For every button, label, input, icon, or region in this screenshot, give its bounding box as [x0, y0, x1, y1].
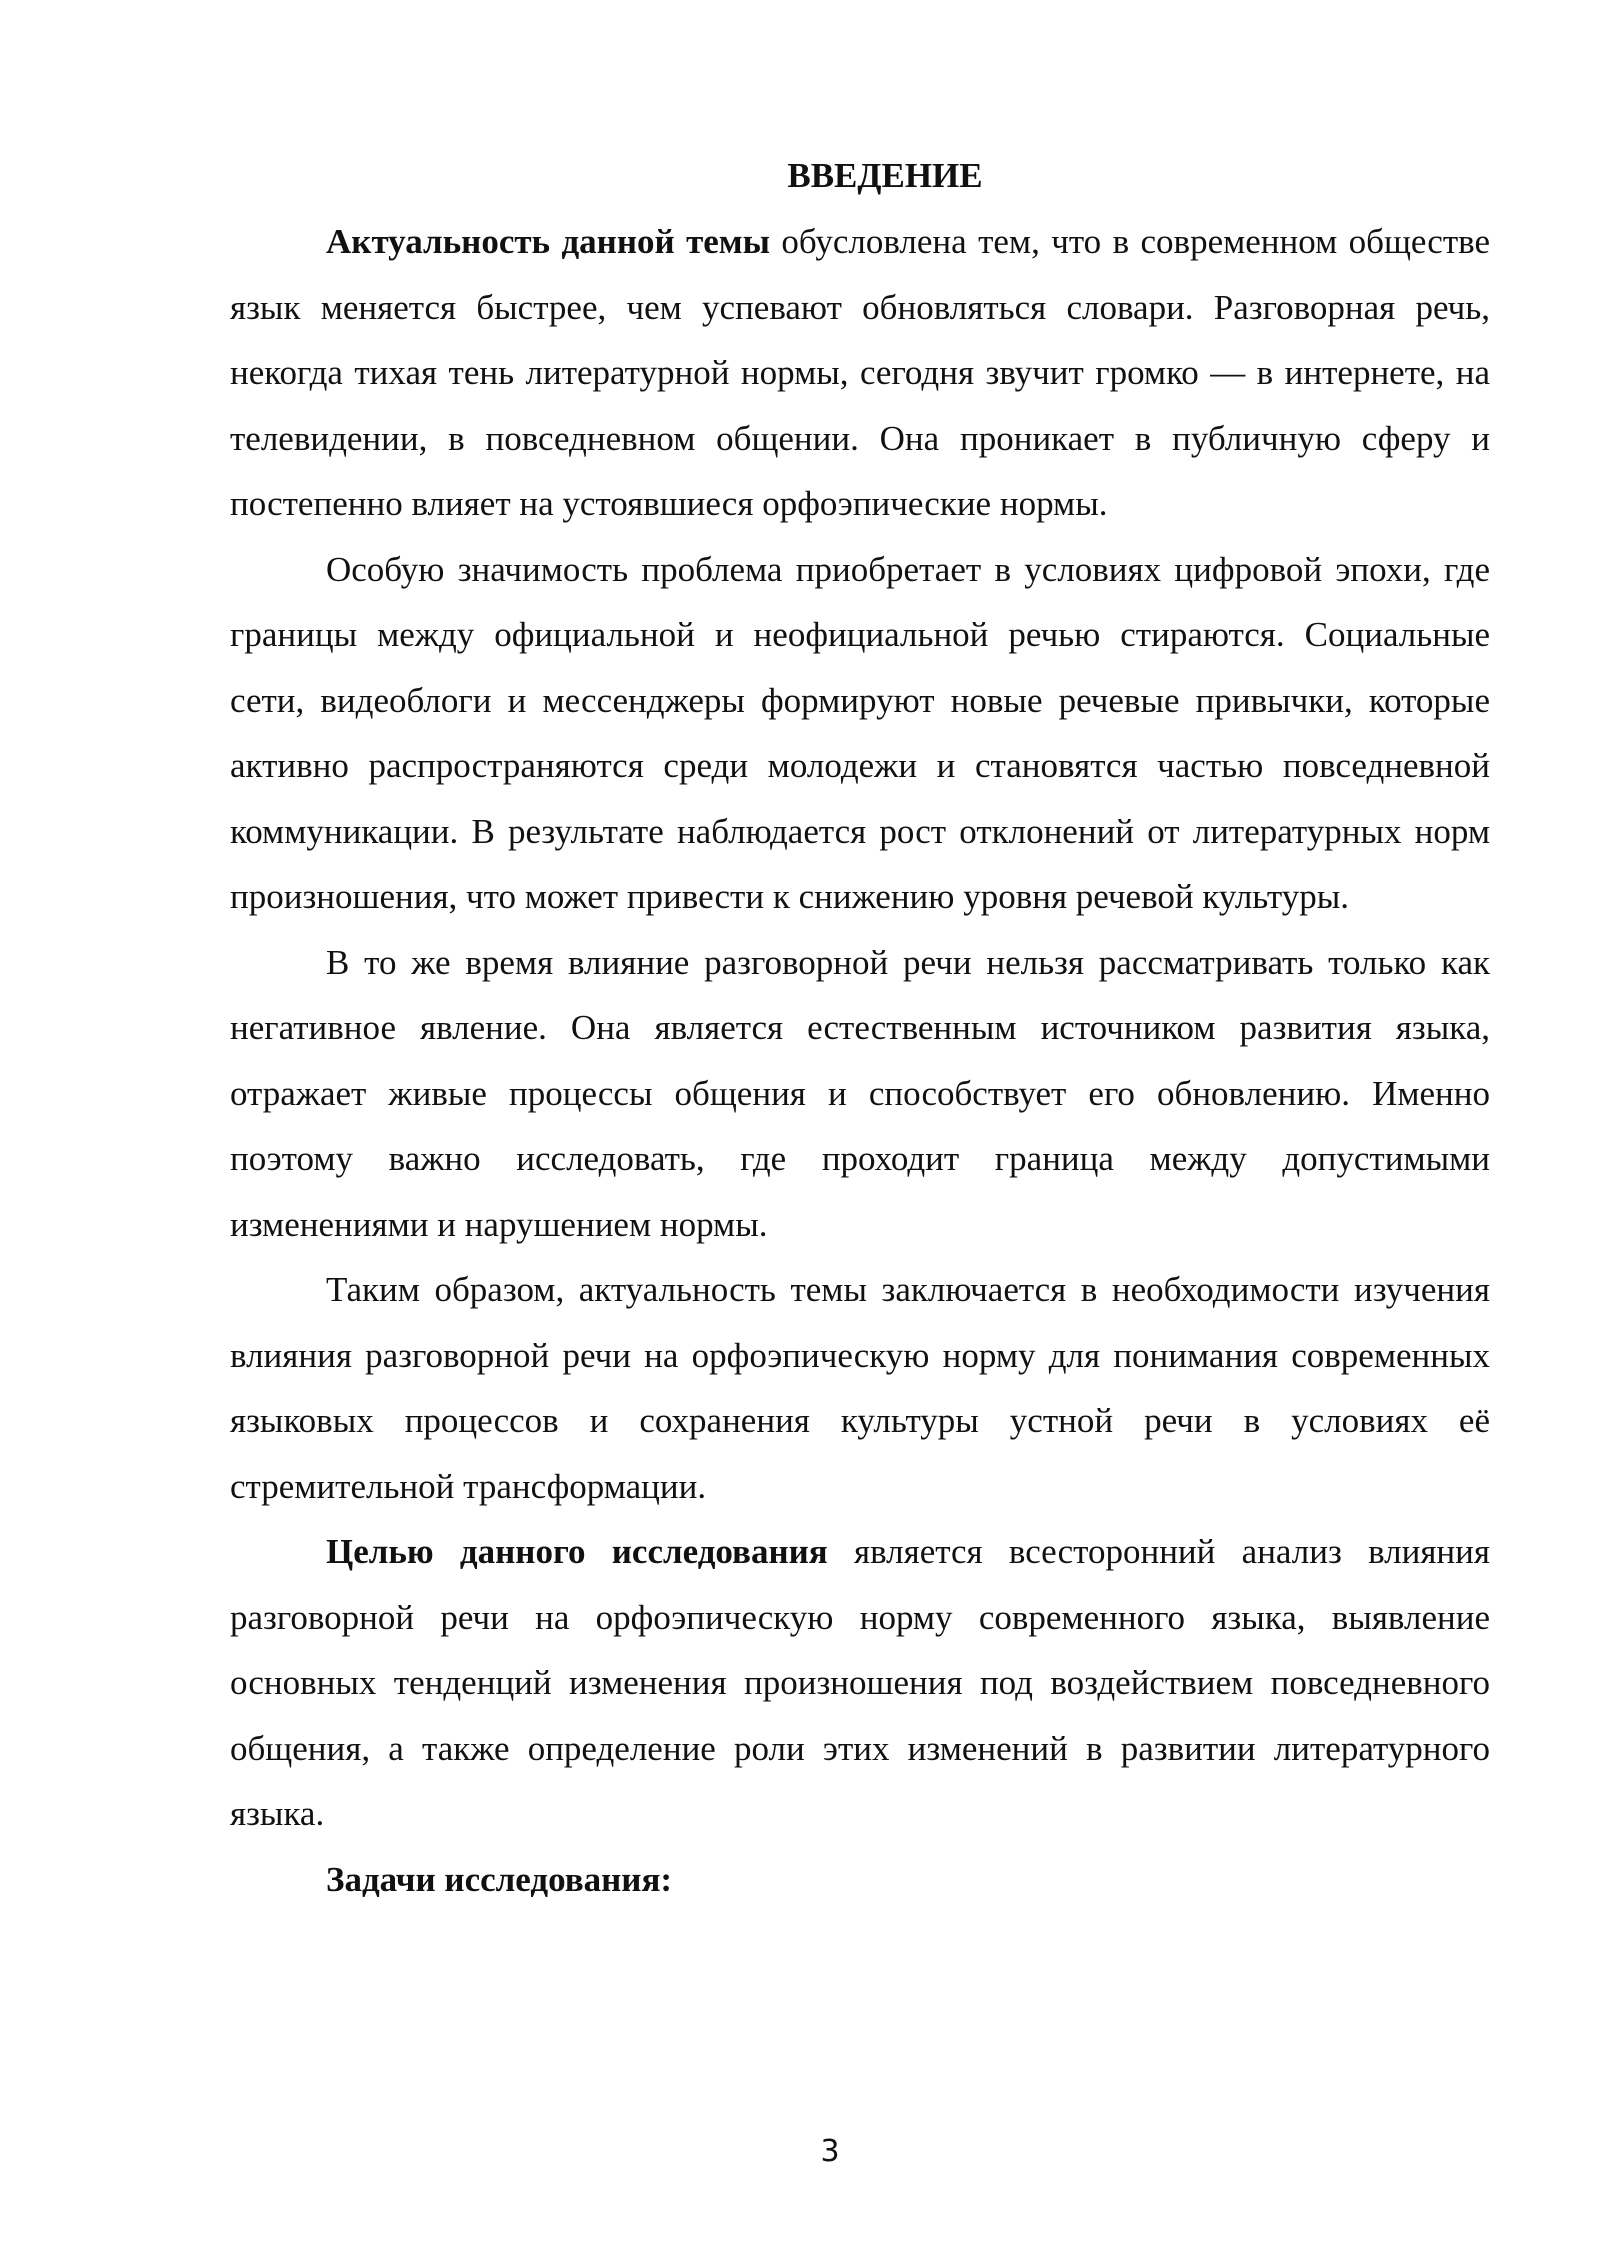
paragraph-digital-era: Особую значимость проблема приобретает в условиях цифровой эпохи, где границы между официальной и неофициальной речью стираются. Социальные сети, видеоблоги и мессенджеры формируют новые речевые привычки, которые активно распространяются среди молодежи и становятся частью повседневной коммуникации. В результате наблюдается рост отклонений от литературных норм произношения, что может привести к снижению уровня речевой культуры.	[230, 549, 1490, 916]
goal-text: является всесторонний анализ влияния разговорной речи на орфоэпическую норму современного языка, выявление основных тенденций изменения произношения под воздействием повседневного общения, а также определение роли этих изменений в развитии литературного языка.	[230, 1532, 1490, 1833]
paragraph-relevance	[230, 209, 1490, 537]
paragraph-positive-influence: В то же время влияние разговорной речи нельзя рассматривать только как негативное явление. Она является естественным источником развития языка, отражает живые процессы общения и способствует его обновлению. Именно поэтому важно исследовать, где проходит граница между допустимыми изменениями и нарушением нормы.	[230, 942, 1490, 1244]
paragraph-tasks	[230, 1847, 1490, 1913]
paragraph-goal	[230, 1519, 1490, 1847]
page-number: 3	[820, 2134, 840, 2169]
document-body	[230, 150, 1490, 1912]
tasks-heading: Задачи исследования:	[326, 1859, 673, 1899]
goal-term: Целью данного исследования	[326, 1532, 828, 1571]
relevance-term: Актуальность данной темы	[326, 222, 770, 261]
relevance-text: обусловлена тем, что в современном обществе язык меняется быстрее, чем успевают обновляться словари. Разговорная речь, некогда тихая тень литературной нормы, сегодня звучит громко — в интернете, на телевидении, в повседневном общении. Она проникает в публичную сферу и постепенно влияет на устоявшиеся орфоэпические нормы.	[230, 222, 1490, 523]
section-heading: ВВЕДЕНИЕ	[787, 156, 983, 195]
paragraph-conclusion: Таким образом, актуальность темы заключается в необходимости изучения влияния разговорной речи на орфоэпическую норму для понимания современных языковых процессов и сохранения культуры устной речи в условиях её стремительной трансформации.	[230, 1270, 1490, 1506]
